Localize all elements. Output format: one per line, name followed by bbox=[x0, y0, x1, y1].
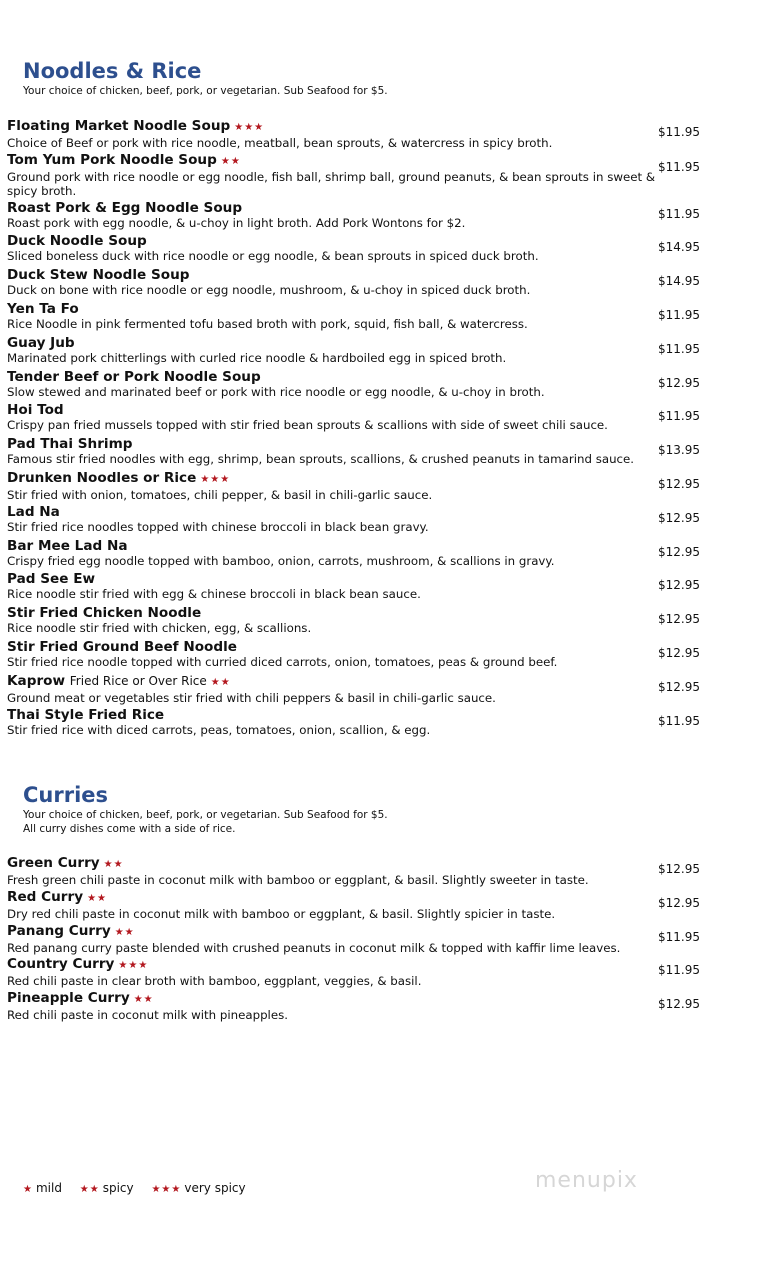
item-name bbox=[7, 200, 717, 216]
menu-item bbox=[7, 233, 717, 264]
item-price: $12.95 bbox=[658, 862, 700, 876]
item-description: Ground pork with rice noodle or egg noodle, fish ball, shrimp ball, ground peanuts, & bean sprouts in sweet & spicy broth. bbox=[7, 169, 656, 199]
item-price: $11.95 bbox=[658, 308, 700, 322]
item-price: $14.95 bbox=[658, 240, 700, 255]
item-price: $11.95 bbox=[658, 125, 700, 139]
spice-stars-icon: ★★★ bbox=[200, 474, 231, 485]
item-price: $12.95 bbox=[658, 578, 700, 593]
item-title: Stir Fried Chicken Noodle bbox=[7, 605, 202, 622]
item-name bbox=[7, 369, 717, 385]
item-title: Kaprow bbox=[7, 672, 66, 689]
item-title: Guay Jub bbox=[7, 334, 75, 351]
item-price: $11.95 bbox=[658, 713, 700, 728]
item-title: Red Curry bbox=[7, 888, 84, 905]
item-description: Red panang curry paste blended with crushed peanuts in coconut milk & topped with kaffir lime leaves. bbox=[7, 940, 621, 955]
item-description: Rice noodle stir fried with egg & chinese broccoli in black bean sauce. bbox=[7, 587, 421, 602]
item-title: Stir Fried Ground Beef Noodle bbox=[7, 639, 237, 655]
spice-stars-icon: ★★ bbox=[103, 859, 124, 870]
item-title: Green Curry bbox=[7, 855, 100, 871]
item-price: $14.95 bbox=[658, 274, 700, 289]
item-title: Country Curry bbox=[7, 956, 115, 973]
item-description: Choice of Beef or pork with rice noodle, meatball, bean sprouts, & watercress in spicy broth. bbox=[7, 136, 553, 150]
spice-stars-icon: ★★★ bbox=[118, 960, 149, 972]
item-name bbox=[7, 673, 717, 691]
item-title: Drunken Noodles or Rice bbox=[7, 470, 197, 486]
watermark-logo: menupix bbox=[535, 1168, 638, 1193]
item-note: Fried Rice or Over Rice bbox=[69, 673, 207, 688]
item-price: $12.95 bbox=[658, 612, 700, 627]
section-subtitle-2: All curry dishes come with a side of rice. bbox=[23, 823, 236, 835]
item-title: Duck Noodle Soup bbox=[7, 233, 147, 250]
item-name bbox=[7, 889, 717, 907]
item-name bbox=[7, 335, 717, 351]
star-icon: ★ bbox=[23, 1184, 33, 1195]
menu-item bbox=[7, 673, 717, 706]
item-description: Crispy fried egg noodle topped with bamboo, onion, carrots, mushroom, & scallions in gravy. bbox=[7, 553, 555, 568]
item-description: Red chili paste in clear broth with bamboo, eggplant, veggies, & basil. bbox=[7, 974, 422, 989]
spice-stars-icon: ★★ bbox=[220, 155, 241, 167]
star-icon: ★★ bbox=[79, 1184, 100, 1195]
item-description: Ground meat or vegetables stir fried with chili peppers & basil in chili-garlic sauce. bbox=[7, 690, 496, 705]
item-description: Fresh green chili paste in coconut milk with bamboo or eggplant, & basil. Slightly sweeter in taste. bbox=[7, 873, 589, 887]
item-price: $12.95 bbox=[658, 510, 700, 525]
item-description: Crispy pan fried mussels topped with stir fried bean sprouts & scallions with side of sweet chili sauce. bbox=[7, 418, 608, 433]
item-title: Hoi Tod bbox=[7, 402, 64, 419]
spice-stars-icon: ★★ bbox=[210, 676, 231, 688]
item-name bbox=[7, 118, 717, 136]
item-title: Duck Stew Noodle Soup bbox=[7, 267, 190, 284]
item-name bbox=[7, 923, 717, 941]
menu-item bbox=[7, 470, 717, 503]
item-name bbox=[7, 707, 717, 723]
item-title: Pad See Ew bbox=[7, 571, 96, 588]
item-name bbox=[7, 855, 717, 873]
item-price: $12.95 bbox=[658, 679, 700, 694]
item-name bbox=[7, 267, 717, 283]
item-description: Rice noodle stir fried with chicken, egg, & scallions. bbox=[7, 621, 312, 636]
menu-item bbox=[7, 267, 717, 298]
spice-stars-icon: ★★ bbox=[133, 994, 154, 1006]
item-price: $11.95 bbox=[658, 963, 700, 978]
item-price: $12.95 bbox=[658, 997, 700, 1012]
spice-legend bbox=[23, 1181, 260, 1195]
item-description: Famous stir fried noodles with egg, shrimp, bean sprouts, scallions, & crushed peanuts in tamarind sauce. bbox=[7, 452, 635, 467]
menu-item bbox=[7, 639, 717, 670]
spice-stars-icon: ★★ bbox=[114, 926, 135, 938]
menu-item bbox=[7, 707, 717, 738]
menu-item bbox=[7, 538, 717, 569]
item-title: Bar Mee Lad Na bbox=[7, 537, 128, 554]
menu-item bbox=[7, 956, 717, 989]
legend-very-spicy: ★★★ very spicy bbox=[151, 1181, 246, 1195]
item-name bbox=[7, 639, 717, 655]
item-description: Duck on bone with rice noodle or egg noodle, mushroom, & u-choy in spiced duck broth. bbox=[7, 283, 531, 298]
menu-item bbox=[7, 571, 717, 602]
item-price: $13.95 bbox=[658, 443, 700, 458]
item-name bbox=[7, 470, 717, 488]
section-subtitle: Your choice of chicken, beef, pork, or vegetarian. Sub Seafood for $5. bbox=[23, 85, 388, 97]
section-subtitle: Your choice of chicken, beef, pork, or vegetarian. Sub Seafood for $5. bbox=[23, 809, 388, 821]
section-title: Noodles & Rice bbox=[23, 59, 202, 83]
menu-item bbox=[7, 402, 717, 433]
item-description: Marinated pork chitterlings with curled rice noodle & hardboiled egg in spiced broth. bbox=[7, 350, 507, 365]
item-name bbox=[7, 436, 717, 452]
menu-item bbox=[7, 301, 717, 332]
item-name bbox=[7, 956, 717, 974]
menu-item bbox=[7, 152, 717, 199]
item-title: Thai Style Fried Rice bbox=[7, 706, 165, 723]
item-title: Yen Ta Fo bbox=[7, 301, 79, 317]
menu-item bbox=[7, 369, 717, 400]
item-price: $12.95 bbox=[658, 646, 700, 660]
noodles-section bbox=[23, 58, 743, 98]
item-description: Red chili paste in coconut milk with pineapples. bbox=[7, 1008, 288, 1023]
item-description: Stir fried with onion, tomatoes, chili pepper, & basil in chili-garlic sauce. bbox=[7, 488, 433, 502]
menu-item bbox=[7, 889, 717, 922]
item-title: Lad Na bbox=[7, 503, 60, 520]
item-title: Tom Yum Pork Noodle Soup bbox=[7, 151, 217, 168]
item-price: $12.95 bbox=[658, 375, 700, 390]
item-name bbox=[7, 301, 717, 317]
item-name bbox=[7, 538, 717, 554]
item-price: $12.95 bbox=[658, 895, 700, 910]
item-price: $11.95 bbox=[658, 409, 700, 424]
item-name bbox=[7, 571, 717, 587]
menu-item bbox=[7, 200, 717, 231]
item-title: Floating Market Noodle Soup bbox=[7, 118, 231, 134]
menu-item bbox=[7, 436, 717, 467]
curries-section bbox=[23, 782, 743, 836]
item-description: Slow stewed and marinated beef or pork with rice noodle or egg noodle, & u-choy in broth. bbox=[7, 384, 545, 399]
menu-item bbox=[7, 923, 717, 956]
item-name bbox=[7, 152, 717, 170]
item-title: Tender Beef or Pork Noodle Soup bbox=[7, 368, 261, 385]
item-description: Sliced boneless duck with rice noodle or egg noodle, & bean sprouts in spiced duck broth. bbox=[7, 249, 539, 264]
item-description: Dry red chili paste in coconut milk with bamboo or eggplant, & basil. Slightly spicier in taste. bbox=[7, 906, 556, 921]
spice-stars-icon: ★★★ bbox=[234, 122, 265, 133]
item-title: Pineapple Curry bbox=[7, 990, 130, 1007]
item-price: $11.95 bbox=[658, 159, 700, 174]
item-name bbox=[7, 402, 717, 418]
item-price: $12.95 bbox=[658, 544, 700, 559]
spice-stars-icon: ★★ bbox=[87, 892, 108, 904]
item-name bbox=[7, 990, 717, 1008]
item-description: Stir fried rice noodle topped with curried diced carrots, onion, tomatoes, peas & ground beef. bbox=[7, 655, 558, 669]
menu-item bbox=[7, 990, 717, 1023]
item-price: $12.95 bbox=[658, 477, 700, 491]
item-description: Stir fried rice noodles topped with chinese broccoli in black bean gravy. bbox=[7, 519, 429, 534]
legend-mild: ★ mild bbox=[23, 1181, 62, 1195]
section-title: Curries bbox=[23, 783, 109, 807]
star-icon: ★★★ bbox=[151, 1184, 182, 1195]
item-title: Panang Curry bbox=[7, 922, 111, 939]
item-name bbox=[7, 605, 717, 621]
legend-spicy: ★★ spicy bbox=[79, 1181, 134, 1195]
item-description: Stir fried rice with diced carrots, peas, tomatoes, onion, scallion, & egg. bbox=[7, 722, 431, 737]
item-title: Pad Thai Shrimp bbox=[7, 436, 133, 453]
item-price: $11.95 bbox=[658, 341, 700, 356]
menu-item bbox=[7, 855, 717, 888]
menu-item bbox=[7, 605, 717, 636]
item-description: Roast pork with egg noodle, & u-choy in light broth. Add Pork Wontons for $2. bbox=[7, 215, 466, 230]
menu-item bbox=[7, 335, 717, 366]
menu-item bbox=[7, 504, 717, 535]
item-price: $11.95 bbox=[658, 929, 700, 944]
item-description: Rice Noodle in pink fermented tofu based broth with pork, squid, fish ball, & watercress. bbox=[7, 317, 528, 331]
item-name bbox=[7, 233, 717, 249]
item-title: Roast Pork & Egg Noodle Soup bbox=[7, 199, 243, 216]
menu-item bbox=[7, 118, 717, 151]
item-price: $11.95 bbox=[658, 206, 700, 221]
item-name bbox=[7, 504, 717, 520]
